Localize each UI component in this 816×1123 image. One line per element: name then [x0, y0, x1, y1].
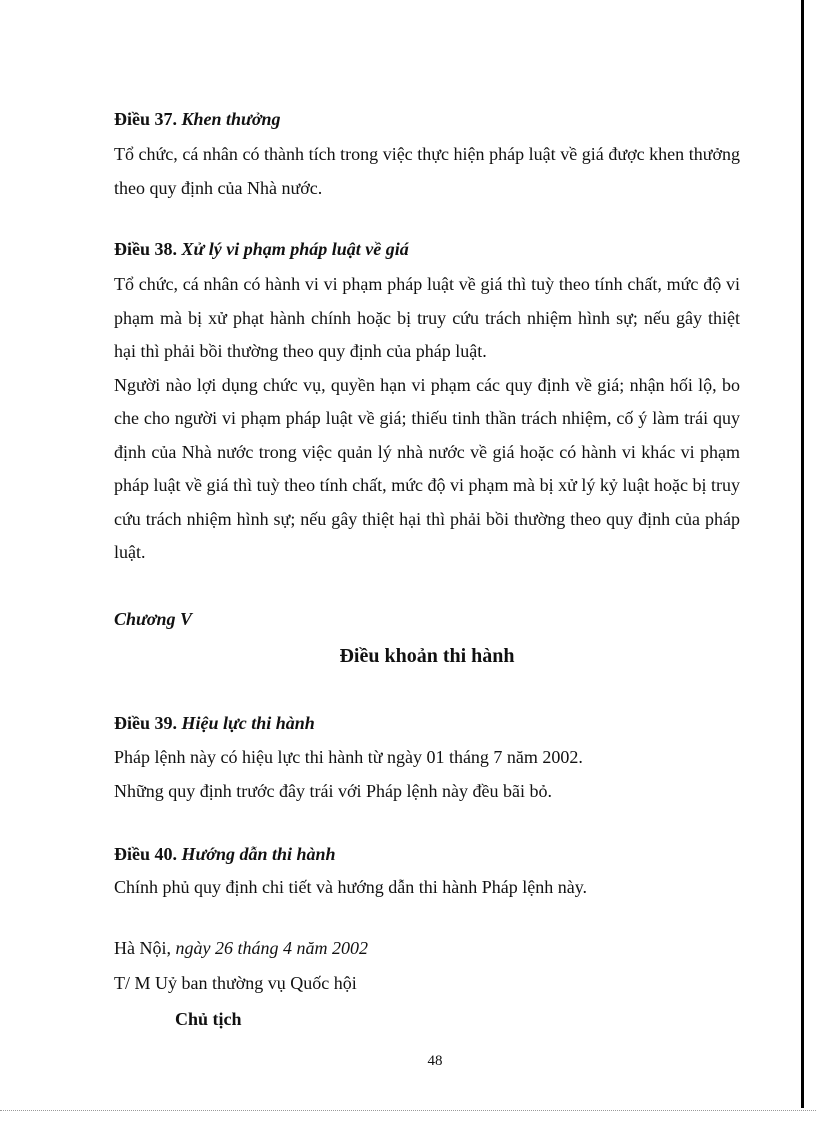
article-39-line-2: Những quy định trước đây trái với Pháp lệnh này đều bãi bỏ. [114, 781, 552, 801]
article-40-title: Hướng dẫn thi hành [181, 844, 336, 864]
article-37-title: Khen thưởng [181, 109, 281, 129]
article-40-number: Điều 40. [114, 844, 177, 864]
article-37-number: Điều 37. [114, 109, 177, 129]
article-38-paragraph-2: Người nào lợi dụng chức vụ, quyền hạn vi phạm các quy định về giá; nhận hối lộ, bo che cho người vi phạm pháp luật về giá; thiếu tinh thần trách nhiệm, cố ý làm trái quy định của Nhà nước trong việc quản lý nhà nước về giá hoặc có hành vi khác vi phạm pháp luật về giá thì tuỳ theo tính chất, mức độ vi phạm mà bị xử lý kỷ luật hoặc bị truy cứu trách nhiệm hình sự; nếu gây thiệt hại thì phải bồi thường theo quy định của pháp luật. [114, 374, 740, 562]
article-38-paragraph-1: Tổ chức, cá nhân có hành vi vi phạm pháp luật về giá thì tuỳ theo tính chất, mức độ vi phạm mà bị xử phạt hành chính hoặc bị truy cứu trách nhiệm hình sự; nếu gây thiệt hại thì phải bồi thường theo quy định của pháp luật. [114, 274, 740, 361]
chapter-title: Điều khoản thi hành [339, 645, 515, 667]
signature-title: Chủ tịch [175, 1009, 242, 1029]
article-38-heading [114, 239, 409, 260]
chapter-label: Chương V [114, 609, 192, 629]
article-37-heading [114, 109, 280, 130]
article-38-body [114, 268, 740, 570]
article-38-title: Xử lý vi phạm pháp luật về giá [181, 239, 409, 259]
article-40-heading [114, 844, 336, 865]
article-37-body [114, 138, 740, 205]
page-border-right [801, 0, 804, 1108]
article-38-number: Điều 38. [114, 239, 177, 259]
article-39-title: Hiệu lực thi hành [181, 713, 315, 733]
article-40-line-1: Chính phủ quy định chi tiết và hướng dẫn thi hành Pháp lệnh này. [114, 877, 588, 897]
article-39-line-1: Pháp lệnh này có hiệu lực thi hành từ ngày 01 tháng 7 năm 2002. [114, 747, 583, 767]
article-37-paragraph: Tổ chức, cá nhân có thành tích trong việc thực hiện pháp luật về giá được khen thưởng theo quy định của Nhà nước. [114, 144, 740, 198]
signature-on-behalf: T/ M Uỷ ban thường vụ Quốc hội [114, 973, 357, 993]
signature-date: ngày 26 tháng 4 năm 2002 [175, 938, 368, 958]
signature-place-date [114, 938, 368, 959]
page-number: 48 [427, 1053, 443, 1069]
signature-place: Hà Nội, [114, 938, 171, 958]
article-39-number: Điều 39. [114, 713, 177, 733]
article-39-heading [114, 713, 315, 734]
page-border-bottom [0, 1110, 816, 1111]
